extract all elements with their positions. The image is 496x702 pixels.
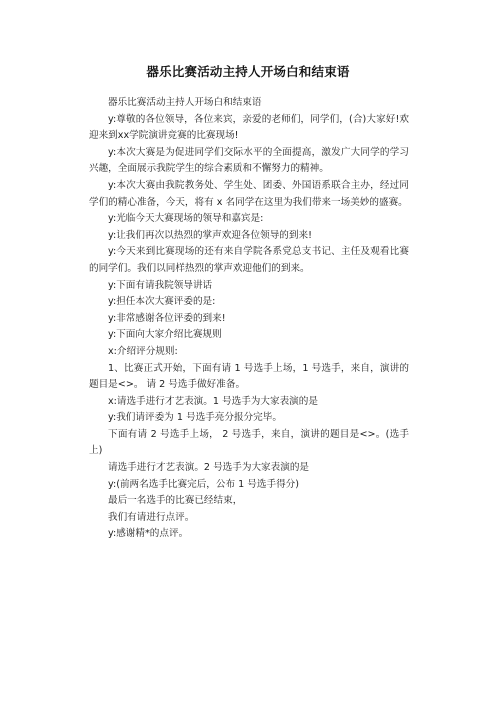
paragraph-guests: y:光临今天大赛现场的领导和嘉宾是: bbox=[108, 213, 264, 225]
paragraph-subtitle: 器乐比赛活动主持人开场白和结束语 bbox=[108, 97, 262, 108]
paragraph-last-contestant: 最后一名选手的比赛已经结束， bbox=[108, 495, 243, 507]
paragraph-comment-thanks: y:感谢精*的点评。 bbox=[108, 528, 189, 540]
paragraph-announce-score: y:(前两名选手比赛完后，公布 1 号选手得分) bbox=[108, 478, 299, 490]
paragraph-judges: y:担任本次大赛评委的是: bbox=[108, 296, 216, 308]
paragraph-applause: y:让我们再次以热烈的掌声欢迎各位领导的到来! bbox=[108, 229, 312, 241]
paragraph-attendees: y:今天来到比赛现场的还有来自学院各系党总支书记、主任及观看比赛的同学们。我们以同样热烈的掌声欢迎他们的到来。 bbox=[89, 246, 409, 274]
paragraph-purpose: y:本次大赛是为促进同学们交际水平的全面提高，激发广大同学的学习兴趣，全面展示我院学生的综合素质和不懈努力的精神。 bbox=[89, 146, 409, 175]
document-body bbox=[89, 95, 409, 543]
paragraph-rules-intro: y:下面向大家介绍比赛规则 bbox=[108, 329, 222, 341]
paragraph-performance-1: x:请选手进行才艺表演。1 号选手为大家表演的是 bbox=[108, 395, 318, 407]
page-title: 器乐比赛活动主持人开场白和结束语 bbox=[146, 64, 350, 79]
paragraph-thanks-judges: y:非常感谢各位评委的到来! bbox=[108, 312, 226, 324]
paragraph-leader-speech: y:下面有请我院领导讲话 bbox=[108, 279, 213, 291]
paragraph-contestant-2: 下面有请 2 号选手上场， 2 号选手，来自，演讲的题目是<>。(选手上) bbox=[89, 428, 409, 457]
paragraph-contestant-1: 1、比赛正式开始，下面有请 1 号选手上场，1 号选手，来自，演讲的题目是<>。 请 2 号选手做好准备。 bbox=[89, 362, 409, 391]
paragraph-score-1: y:我们请评委为 1 号选手亮分报分完毕。 bbox=[108, 412, 282, 424]
paragraph-scoring-rules: x:介绍评分规则: bbox=[108, 345, 178, 357]
paragraph-welcome: y:尊敬的各位领导，各位来宾，亲爱的老师们，同学们，(合)大家好!欢迎来到xx学院演讲竞赛的比赛现场! bbox=[89, 113, 409, 142]
paragraph-comment-invite: 我们有请进行点评。 bbox=[108, 511, 195, 523]
paragraph-performance-2: 请选手进行才艺表演。2 号选手为大家表演的是 bbox=[108, 462, 310, 474]
paragraph-organizers: y:本次大赛由我院教务处、学生处、团委、外国语系联合主办，经过同学们的精心准备，今天，将有 x 名同学在这里为我们带来一场美妙的盛赛。 bbox=[89, 179, 409, 208]
